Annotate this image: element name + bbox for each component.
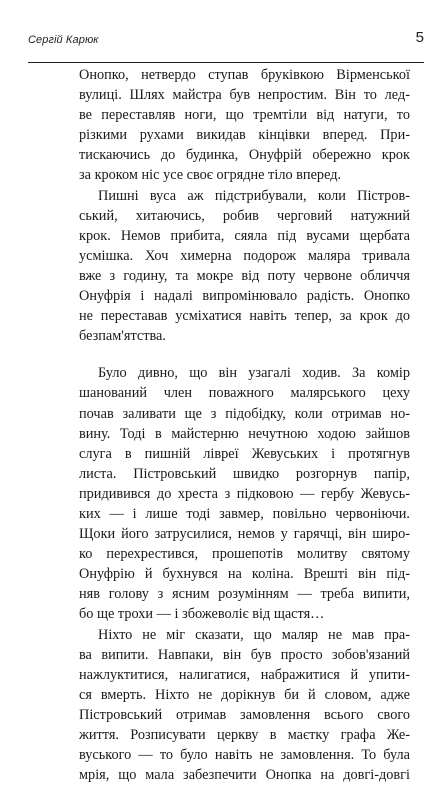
- text-line: крок. Немов прибита, сяяла під вусами щербата: [79, 227, 410, 244]
- text-line: слуга в пишній лівреї Жевуських і протягнув: [79, 445, 410, 462]
- running-header-author: Сергій Карюк: [28, 34, 99, 46]
- text-line: няв голову з ясним розумінням — треба випити,: [79, 586, 410, 603]
- text-line: різкими рухами викидав кінцівки вперед. При-: [79, 127, 410, 144]
- text-line: Щоки його затрусилися, немов у гарячці, він широ-: [79, 526, 410, 543]
- paragraph: [79, 363, 410, 624]
- text-line: нажлуктитися, налигатися, набражитися й упити-: [79, 666, 410, 683]
- text-line: ве переставляв ноги, що тремтіли від натуги, то: [79, 107, 410, 124]
- section-break: [79, 346, 410, 363]
- body-text: [79, 65, 410, 785]
- text-line: Пишні вуса аж підстрибували, коли Пістров-: [98, 187, 410, 204]
- text-line: мрія, що мала забезпечити Онопка на довгі-довгі: [79, 767, 410, 784]
- text-line: життя. Розписувати церкву в маєтку графа Же-: [79, 727, 410, 743]
- text-line: Онуфрію й бухнувся на коліна. Врешті він під-: [79, 566, 410, 583]
- text-line: ко перехрестився, прошепотів молитву святому: [79, 546, 410, 563]
- text-line: тискаючись до будинка, Онуфрій обережно крок: [79, 147, 410, 164]
- text-line: вуського — то було навіть не замовлення. То була: [79, 747, 410, 764]
- text-line: придивився до хреста з підковою — гербу Жевусь-: [79, 485, 410, 502]
- text-line: ський, хитаючись, робив черговий натужний: [79, 207, 410, 224]
- text-line: ся вмерть. Ніхто не дорікнув би й словом, адже: [79, 686, 410, 703]
- text-line: Було дивно, що він узагалі ходив. За комір: [98, 365, 410, 382]
- running-header: [28, 22, 424, 63]
- text-line: не переставав усміхатися навіть тепер, за крок до: [79, 308, 410, 325]
- text-line: вже з годину, та мокре від поту червоне обличчя: [79, 267, 410, 284]
- text-line: почав заливати ще з підобідку, коли отримав но-: [79, 405, 410, 422]
- text-line: безпам'ятства.: [79, 328, 166, 345]
- text-line: бо ще трохи — і збожеволіє від щастя…: [79, 606, 325, 623]
- text-line: за кроком ніс усе своє огрядне тіло вперед.: [79, 167, 342, 184]
- paragraph: [79, 186, 410, 347]
- text-line: Онуфрія і надалі випромінювало радість. Онопко: [79, 288, 410, 305]
- text-line: вину. Тоді в майстерню нечутною ходою зайшов: [79, 425, 410, 442]
- text-line: Онопко, нетвердо ступав бруківкою Вірменської: [79, 67, 410, 83]
- paragraph: [79, 65, 410, 186]
- text-line: ких — і лише тоді завмер, повільно червоніючи.: [79, 505, 410, 522]
- text-line: вулиці. Шлях майстра був непростим. Він то лед-: [79, 87, 410, 104]
- text-line: Пістровський отримав замовлення всього свого: [79, 706, 410, 723]
- text-line: ва випити. Навпаки, він був просто зобов'язаний: [79, 646, 410, 663]
- text-line: усмішка. Хоч химерна подорож маляра тривала: [79, 247, 410, 264]
- paragraph: [79, 625, 410, 785]
- text-line: Ніхто не міг сказати, що маляр не мав пра-: [98, 626, 410, 643]
- page-number: 5: [415, 29, 424, 46]
- text-line: шанований член поважного малярського цеху: [79, 385, 410, 402]
- text-line: листа. Пістровський швидко розгорнув папір,: [79, 465, 410, 482]
